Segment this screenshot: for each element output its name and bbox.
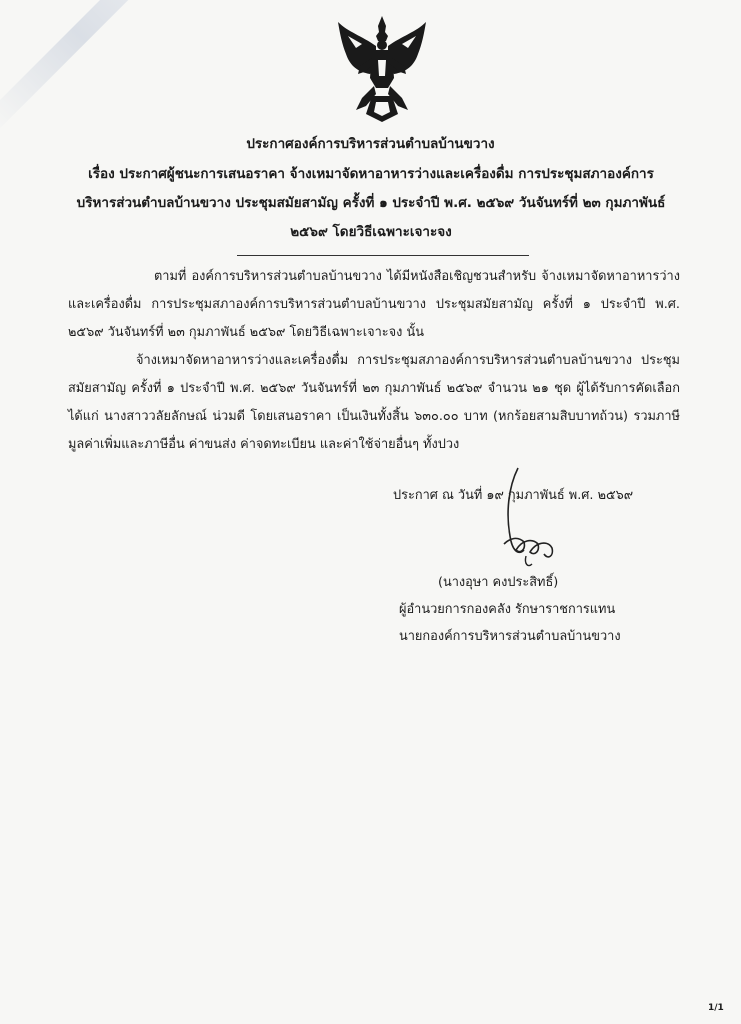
- document-title: ประกาศองค์การบริหารส่วนตำบลบ้านขวาง: [246, 136, 495, 152]
- separator-line: [237, 255, 529, 256]
- handwritten-signature: [496, 464, 564, 576]
- paragraph-2: จ้างเหมาจัดหาอาหารว่างและเครื่องดื่ม การประชุมสภาองค์การบริหารส่วนตำบลบ้านขวาง ประชุมสมัยสามัญ ครั้งที่ ๑ ประจำปี พ.ศ. ๒๕๖๙ วันจันทร์ที่ ๒๓ กุมภาพันธ์ ๒๕๖๙ จำนวน ๒๑ ชุด ผู้ได้รับการคัดเลือก ได้แก่ นางสาววลัยลักษณ์ น่วมดี โดยเสนอราคา เป็นเงินทั้งสิ้น ๖๓๐.๐๐ บาท (หกร้อยสามสิบบาทถ้วน) รวมภาษีมูลค่าเพิ่มและภาษีอื่น ค่าขนส่ง ค่าจดทะเบียน และค่าใช้จ่ายอื่นๆ ทั้งปวง: [68, 353, 680, 452]
- garuda-emblem-icon: [332, 14, 432, 126]
- page-number: 1/1: [708, 1003, 724, 1013]
- paper-fold-shadow: [0, 0, 178, 134]
- paragraph-1: ตามที่ องค์การบริหารส่วนตำบลบ้านขวาง ได้มีหนังสือเชิญชวนสำหรับ จ้างเหมาจัดหาอาหารว่างและเครื่องดื่ม การประชุมสภาองค์การบริหารส่วนตำบลบ้านขวาง ประชุมสมัยสามัญ ครั้งที่ ๑ ประจำปี พ.ศ. ๒๕๖๙ วันจันทร์ที่ ๒๓ กุมภาพันธ์ ๒๕๖๙ โดยวิธีเฉพาะเจาะจง นั้น: [68, 269, 680, 340]
- signer-name: (นางอุษา คงประสิทธิ์): [438, 575, 559, 590]
- signer-position-2: นายกองค์การบริหารส่วนตำบลบ้านขวาง: [399, 629, 621, 644]
- announcement-date: ประกาศ ณ วันที่ ๑๙ กุมภาพันธ์ พ.ศ. ๒๕๖๙: [393, 488, 634, 503]
- document-subject: เรื่อง ประกาศผู้ชนะการเสนอราคา จ้างเหมาจัดหาอาหารว่างและเครื่องดื่ม การประชุมสภาองค์การบริหารส่วนตำบลบ้านขวาง ประชุมสมัยสามัญ ครั้งที่ ๑ ประจำปี พ.ศ. ๒๕๖๙ วันจันทร์ที่ ๒๓ กุมภาพันธ์ ๒๕๖๙ โดยวิธีเฉพาะเจาะจง: [76, 166, 666, 240]
- signer-position-1: ผู้อำนวยการกองคลัง รักษาราชการแทน: [399, 602, 616, 617]
